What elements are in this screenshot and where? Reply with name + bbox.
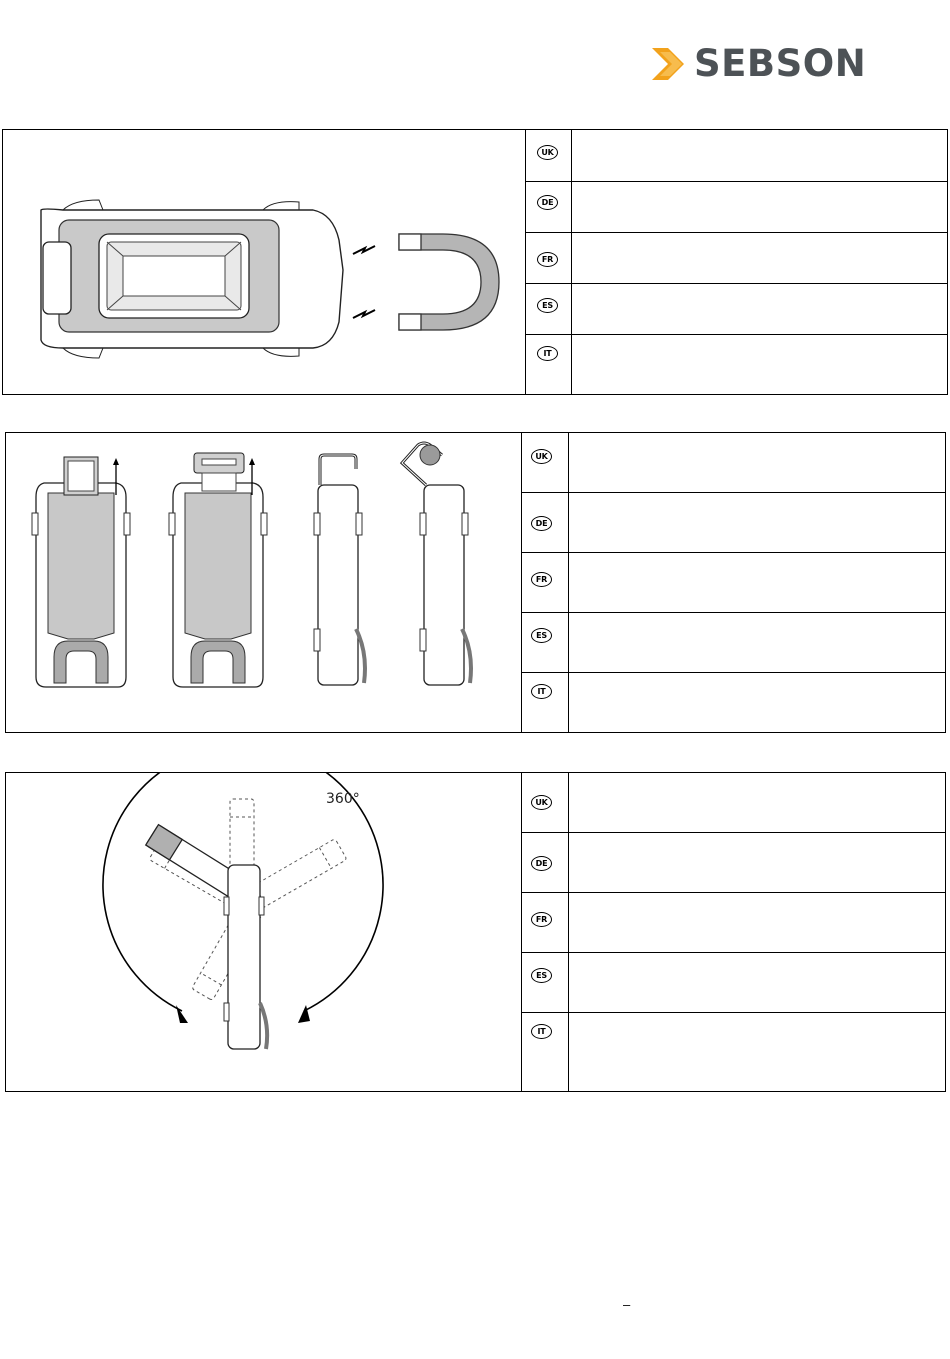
lang-row-es — [522, 613, 945, 673]
fr-badge-icon: FR — [531, 912, 552, 927]
uk-badge-icon: UK — [531, 449, 552, 464]
de-badge-icon: DE — [531, 856, 552, 871]
lamp-side-hook — [314, 455, 365, 685]
magnet-illustration — [3, 130, 526, 394]
it-badge-icon: IT — [531, 684, 552, 699]
language-rows — [522, 433, 945, 732]
lang-row-fr — [526, 233, 947, 284]
es-badge-icon: ES — [537, 298, 558, 313]
es-badge-icon: ES — [531, 628, 552, 643]
it-badge-icon: IT — [537, 346, 558, 361]
uk-badge-icon: UK — [531, 795, 552, 810]
lang-row-fr — [522, 553, 945, 613]
footer-mark: – — [623, 1297, 631, 1312]
uk-badge-icon: UK — [537, 145, 558, 160]
de-badge-icon: DE — [537, 195, 558, 210]
lamp-side-hanging — [402, 443, 471, 685]
sebson-logo — [650, 42, 867, 86]
fr-badge-icon: FR — [531, 572, 552, 587]
brand-name: SEBSON — [694, 42, 867, 85]
lang-row-de — [522, 833, 945, 893]
rotation-illustration — [6, 773, 522, 1091]
section-magnet — [2, 129, 948, 395]
lang-row-it — [526, 335, 947, 394]
lang-row-fr — [522, 893, 945, 953]
lang-row-de — [522, 493, 945, 553]
lang-row-de — [526, 182, 947, 233]
it-badge-icon: IT — [531, 1024, 552, 1039]
fr-badge-icon: FR — [537, 252, 558, 267]
section-rotation — [5, 772, 946, 1092]
lang-row-uk — [522, 433, 945, 493]
lang-row-it — [522, 673, 945, 732]
brand-chevron-icon — [650, 42, 694, 86]
de-badge-icon: DE — [531, 516, 552, 531]
language-rows — [522, 773, 945, 1091]
rotation-360-label: 360° — [326, 791, 360, 807]
lang-row-es — [522, 953, 945, 1013]
lang-row-uk — [526, 130, 947, 182]
lang-row-uk — [522, 773, 945, 833]
lang-row-it — [522, 1013, 945, 1091]
lamp-front-retracted — [32, 457, 130, 687]
lamp-front-extended — [169, 453, 267, 687]
section-hook — [5, 432, 946, 733]
es-badge-icon: ES — [531, 968, 552, 983]
lang-row-es — [526, 284, 947, 335]
hook-illustration — [6, 433, 522, 732]
language-rows — [526, 130, 947, 394]
